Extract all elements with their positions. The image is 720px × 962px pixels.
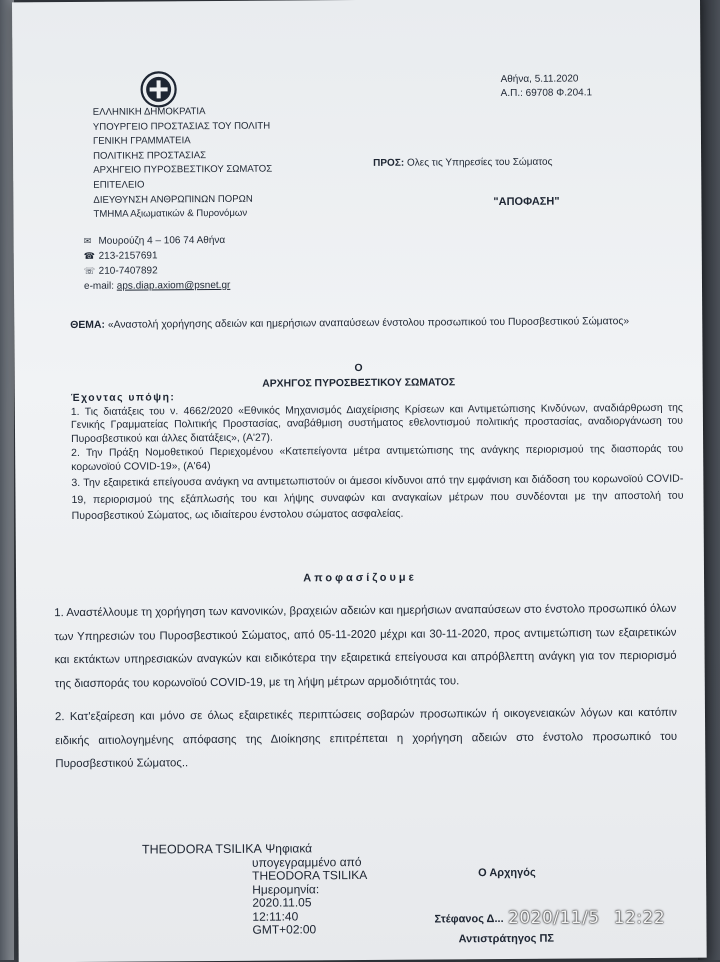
signature-name: THEODORA TSILIKA [141, 841, 262, 857]
photo-time: 12:22 [613, 908, 666, 928]
date-protocol-block [501, 72, 593, 101]
signature-digital-label: Ψηφιακά [265, 841, 313, 856]
place-date: Αθήνα, 5.11.2020 [500, 73, 579, 85]
signer-rank: Αντιστράτηγος ΠΣ [458, 932, 555, 946]
considering-item: 1. Τις διατάξεις του ν. 4662/2020 «Εθνικός Μηχανισμός Διαχείρισης Κρίσεων και Αντιμετώπισης Κινδύνων, αναδιάρθρωση της Γενικής Γραμματείας Πολιτικής Προστασίας, αναβάθμιση συστήματος εθελοντισμού πολιτικής προστασίας, αναδιοργάνωση του Πυροσβεστικού και άλλες διατάξεις», (Α'27). [70, 402, 683, 445]
fax-icon: ☏ [83, 265, 96, 276]
agency-line: ΕΛΛΗΝΙΚΗ ΔΗΜΟΚΡΑΤΙΑ [92, 106, 206, 118]
subject-text: «Αναστολή χορήγησης αδειών και ημερήσιων αναπαύσεων ένστολου προσωπικού του Πυροσβεστικού Σώματος» [107, 316, 630, 331]
decision-label: "ΑΠΟΦΑΣΗ" [493, 195, 560, 209]
signature-line: THEODORA TSILIKA [252, 867, 368, 883]
signature-time: 12:11:40 [252, 908, 299, 924]
agency-line: ΓΕΝΙΚΗ ΓΡΑΜΜΑΤΕΙΑ [92, 135, 191, 148]
authority-title: ΑΡΧΗΓΟΣ ΠΥΡΟΣΒΕΣΤΙΚΟΥ ΣΩΜΑΤΟΣ [262, 377, 456, 390]
decision-body [54, 598, 677, 787]
agency-line: ΥΠΟΥΡΓΕΙΟ ΠΡΟΣΤΑΣΙΑΣ ΤΟΥ ΠΟΛΙΤΗ [92, 120, 271, 133]
photo-timestamp [508, 908, 665, 928]
considering-item: 3. Την εξαιρετικά επείγουσα ανάγκη να αντιμετωπιστούν οι άμεσοι κίνδυνοι από την εμφάνιση και διάδοση του κορωνοϊού COVID-19, περιορισμού της εξάπλωσής του και λήψης συναφών και αναγκαίων μέτρων που συνδέονται με την αποστολή του Πυροσβεστικού Σώματος, ως ιδιαίτερου ένστολου σώματος ασφαλείας. [71, 472, 684, 522]
fax-row [84, 263, 230, 279]
background-edge-left [0, 0, 14, 960]
decision-title: Αποφασίζουμε [303, 571, 417, 585]
authority-o: Ο [354, 362, 363, 375]
agency-line: ΤΜΗΜΑ Αξιωματικών & Πυρονόμων [93, 207, 248, 220]
phone-row [84, 248, 230, 264]
greek-emblem-icon [138, 69, 178, 109]
email-row [84, 278, 230, 294]
address-row [84, 233, 230, 249]
decision-item: 2. Κατ'εξαίρεση και μόνο σε όλως εξαιρετικές περιπτώσεις σοβαρών προσωπικών ή οικογενειακών λόγων και κατόπιν ειδικής αιτιολογημένης απόφασης της Διοίκησης επιτρέπεται η χορήγηση αδειών στο ένστολο προσωπικό του Πυροσβεστικού Σώματος.. [54, 706, 678, 771]
email-label: e-mail: [83, 280, 115, 292]
subject-block [70, 314, 670, 333]
chief-title: Ο Αρχηγός [478, 866, 536, 880]
signature-date: 2020.11.05 [252, 895, 312, 910]
signature-timezone: GMT+02:00 [252, 922, 317, 937]
to-value: Ολες τις Υπηρεσίες του Σώματος [406, 156, 553, 169]
phone-text: 213-2157691 [98, 250, 158, 262]
considering-header: Έχοντας υπόψη: [70, 392, 176, 405]
agency-line: ΔΙΕΥΘΥΝΣΗ ΑΝΘΡΩΠΙΝΩΝ ΠΟΡΩΝ [93, 193, 253, 206]
signature-line: Ημερομηνία: [252, 881, 320, 897]
agency-line: ΑΡΧΗΓΕΙΟ ΠΥΡΟΣΒΕΣΤΙΚΟΥ ΣΩΜΑΤΟΣ [93, 163, 273, 177]
signature-line: υπογεγραμμένο από [251, 854, 362, 870]
recipient-line [373, 157, 552, 169]
phone-icon: ☎ [83, 250, 96, 261]
subject-label: ΘΕΜΑ: [70, 319, 105, 332]
considering-section [71, 388, 684, 526]
email-link[interactable]: aps.diap.axiom@psnet.gr [116, 279, 231, 292]
agency-line: ΕΠΙΤΕΛΕΙΟ [93, 179, 145, 191]
digital-signature [142, 842, 368, 938]
document-page [12, 0, 707, 962]
considering-item: 2. Την Πράξη Νομοθετικού Περιεχομένου «Κατεπείγοντα μέτρα αντιμετώπισης της ανάγκης περιορισμού της διασποράς του κορωνοϊού COVID-19», (Α'64) [71, 443, 684, 473]
address-text: Μουρούζη 4 – 106 74 Αθήνα [98, 234, 226, 247]
contact-block [84, 233, 231, 294]
agency-line: ΠΟΛΙΤΙΚΗΣ ΠΡΟΣΤΑΣΙΑΣ [93, 149, 207, 162]
decision-item: 1. Αναστέλλουμε τη χορήγηση των κανονικών, βραχειών αδειών και ημερήσιων αναπαύσεων στο ένστολο προσωπικό όλων των Υπηρεσιών του Πυροσβεστικού Σώματος, από 05-11-2020 μέχρι και 30-11-2020, προς αντιμετώπιση των εξαιρετικών και εκτάκτων υπηρεσιακών αναγκών και ειδικότερα την εξαιρετικά επείγουσα και απρόβλεπτη ανάγκη για τον περιορισμό της διασποράς του κορωνοϊού COVID-19, με τη λήψη μέτρων αρμοδιότητάς του. [54, 602, 677, 690]
photo-date: 2020/11/5 [508, 908, 600, 928]
envelope-icon: ✉ [83, 235, 92, 246]
signer-name: Στέφανος Δ... [434, 912, 504, 926]
protocol-number: Α.Π.: 69708 Φ.204.1 [500, 87, 593, 99]
fax-text: 210-7407892 [98, 265, 158, 277]
to-label: ΠΡΟΣ: [373, 157, 405, 169]
agency-header [93, 105, 273, 223]
